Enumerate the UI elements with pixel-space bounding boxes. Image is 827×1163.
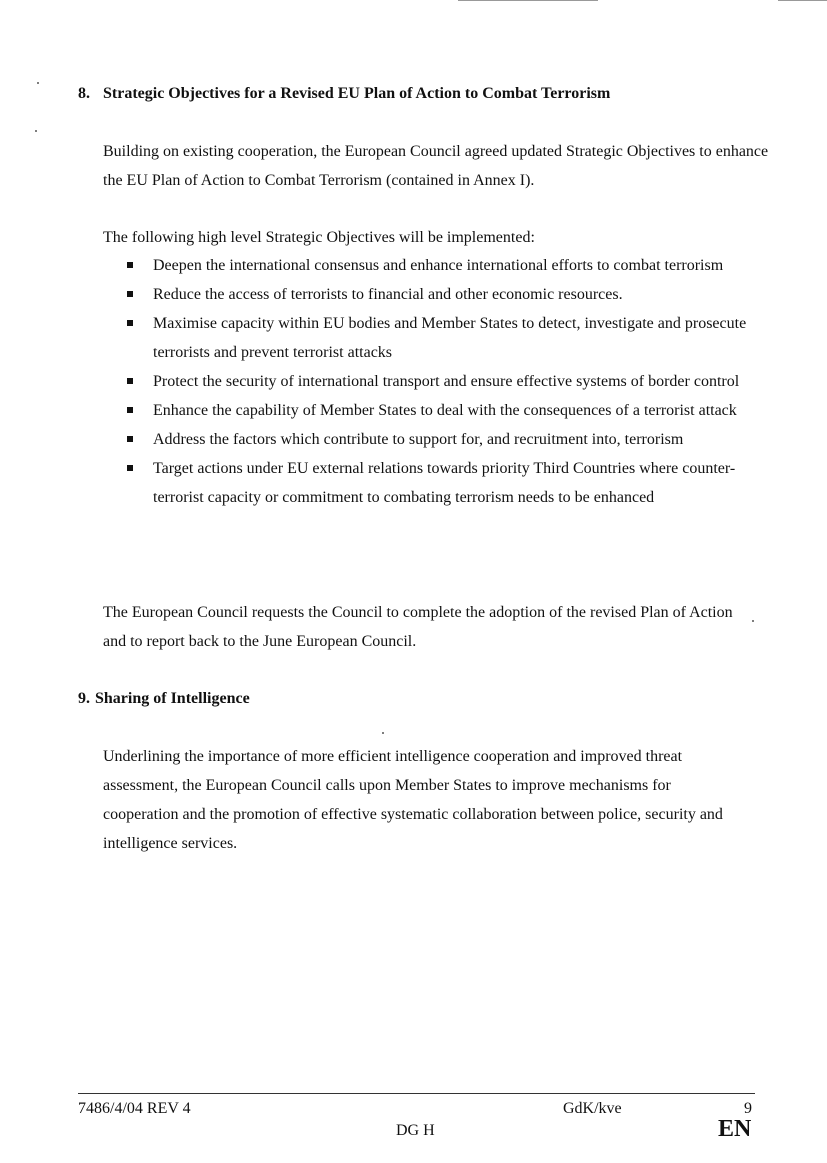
scan-speck	[35, 130, 37, 132]
section-8-heading	[78, 84, 610, 104]
footer-divider	[78, 1093, 755, 1094]
bullet-square-icon	[127, 378, 133, 384]
section-9-title: Sharing of Intelligence	[95, 690, 250, 707]
section-8-closing	[103, 598, 743, 656]
list-item: Reduce the access of terrorists to financial and other economic resources.	[103, 280, 763, 309]
bullet-square-icon	[127, 291, 133, 297]
footer-page-number: 9	[744, 1100, 752, 1117]
bullet-square-icon	[127, 320, 133, 326]
section-8-lead	[103, 223, 773, 252]
scan-speck	[382, 732, 384, 734]
bullet-square-icon	[127, 436, 133, 442]
section-8-intro	[103, 137, 773, 195]
list-item: Enhance the capability of Member States to deal with the consequences of a terrorist attack	[103, 396, 763, 425]
list-item: Protect the security of international transport and ensure effective systems of border control	[103, 367, 763, 396]
section-8-intro-text: Building on existing cooperation, the European Council agreed updated Strategic Objectives to enhance the EU Plan of Action to Combat Terrorism (contained in Annex I).	[103, 143, 769, 189]
footer-directorate: DG H	[396, 1122, 435, 1139]
section-9-number: 9.	[78, 690, 90, 707]
section-9-heading	[78, 689, 250, 709]
bullet-square-icon	[127, 407, 133, 413]
section-8-number: 8.	[78, 85, 90, 102]
footer-author-code: GdK/kve	[563, 1100, 622, 1117]
list-item: Deepen the international consensus and enhance international efforts to combat terrorism	[103, 251, 763, 280]
scan-edge-line	[458, 0, 598, 1]
list-item: Maximise capacity within EU bodies and Member States to detect, investigate and prosecute terrorists and prevent terrorist attacks	[103, 309, 763, 367]
scan-speck	[752, 620, 754, 622]
section-9-body	[103, 742, 743, 858]
list-item: Target actions under EU external relations towards priority Third Countries where counter-terrorist capacity or commitment to combating terrorism needs to be enhanced	[103, 454, 763, 512]
footer-language-code: EN	[718, 1116, 752, 1142]
footer-doc-ref: 7486/4/04 REV 4	[78, 1100, 191, 1117]
scan-speck	[37, 82, 39, 84]
scan-edge-line	[778, 0, 827, 1]
list-item: Address the factors which contribute to support for, and recruitment into, terrorism	[103, 425, 763, 454]
section-8-closing-text: The European Council requests the Council to complete the adoption of the revised Plan of Action and to report back to the June European Council.	[103, 604, 733, 650]
bullet-square-icon	[127, 465, 133, 471]
section-8-lead-text: The following high level Strategic Objectives will be implemented:	[103, 229, 535, 246]
section-8-title: Strategic Objectives for a Revised EU Plan of Action to Combat Terrorism	[103, 85, 611, 102]
section-9-body-text: Underlining the importance of more efficient intelligence cooperation and improved threat assessment, the European Council calls upon Member States to improve mechanisms for cooperation and the promotion of effective systematic collaboration between police, security and intelligence services.	[103, 748, 723, 852]
strategic-objectives-list	[103, 251, 763, 512]
bullet-square-icon	[127, 262, 133, 268]
